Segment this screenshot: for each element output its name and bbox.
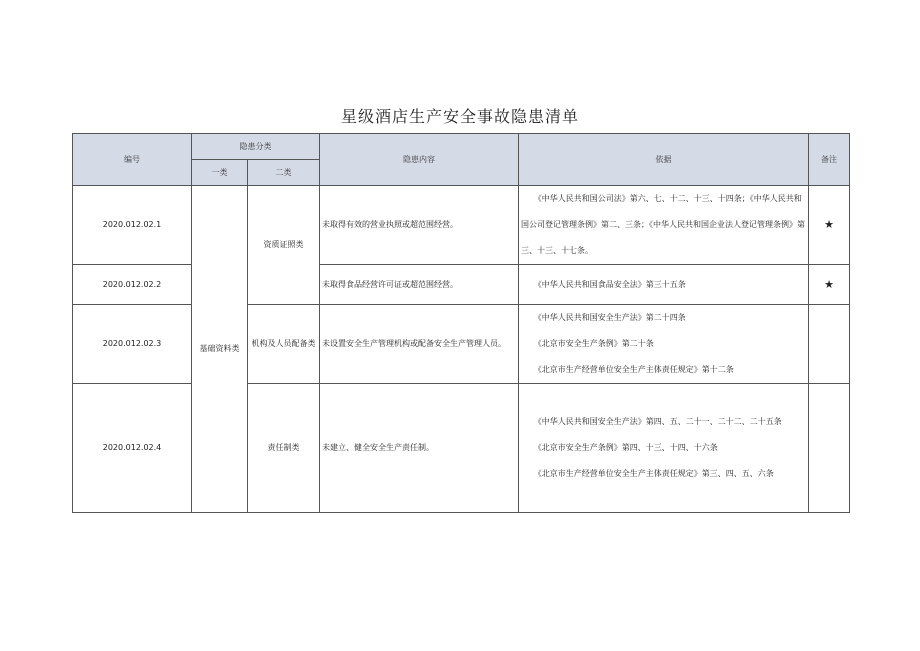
header-category-level1: 一类	[192, 160, 248, 186]
hazard-content: 未取得食品经营许可证或超范围经营。	[320, 265, 519, 305]
header-basis: 依据	[519, 134, 809, 186]
hazard-content: 未设置安全生产管理机构或配备安全生产管理人员。	[320, 305, 519, 384]
basis-cell	[519, 305, 809, 384]
hazard-table	[72, 133, 850, 513]
hazard-content: 未建立、健全安全生产责任制。	[320, 384, 519, 513]
row-number: 2020.012.02.2	[73, 265, 192, 305]
basis-text: 《北京市安全生产条例》第二十条	[533, 339, 654, 348]
basis-text: 《中华人民共和国食品安全法》第三十五条	[533, 279, 686, 289]
basis-text: 《中华人民共和国安全生产法》第四、五、二十一、二十二、二十五条	[533, 417, 782, 426]
remark-star: ★	[809, 186, 850, 265]
basis-cell	[519, 265, 809, 305]
basis-text: 《北京市安全生产条例》第四、十三、十四、十六条	[533, 443, 718, 452]
row-number: 2020.012.02.3	[73, 305, 192, 384]
table-row	[73, 305, 850, 384]
row-number: 2020.012.02.1	[73, 186, 192, 265]
category-level2-cell	[248, 186, 320, 305]
basis-text: 《中华人民共和国安全生产法》第二十四条	[533, 313, 686, 322]
header-category: 隐患分类	[192, 134, 320, 160]
table-row	[73, 265, 850, 305]
hazard-content: 未取得有效的营业执照或超范围经营。	[320, 186, 519, 265]
table-row	[73, 384, 850, 513]
basis-cell	[519, 384, 809, 513]
category-level2-value: 责任制类	[267, 443, 300, 452]
remark-empty	[809, 305, 850, 384]
header-number: 编号	[73, 134, 192, 186]
header-content: 隐患内容	[320, 134, 519, 186]
basis-text: 《北京市生产经营单位安全生产主体责任规定》第三、四、五、六条	[533, 469, 774, 478]
category-level2-cell	[248, 384, 320, 513]
header-category-level2: 二类	[248, 160, 320, 186]
page-title: 星级酒店生产安全事故隐患清单	[340, 107, 579, 126]
basis-cell	[519, 186, 809, 265]
category-level2-value: 资质证照类	[263, 240, 304, 249]
category-level1-cell	[192, 186, 248, 513]
table-row	[73, 186, 850, 265]
basis-text: 《北京市生产经营单位安全生产主体责任规定》第十二条	[533, 365, 734, 374]
row-number: 2020.012.02.4	[73, 384, 192, 513]
remark-star: ★	[809, 265, 850, 305]
category-level2-cell	[248, 305, 320, 384]
header-remark: 备注	[809, 134, 850, 186]
category-level1-value: 基础资料类	[199, 344, 240, 353]
remark-empty	[809, 384, 850, 513]
category-level2-value: 机构及人员配备类	[251, 339, 316, 348]
basis-text: 《中华人民共和国公司法》第六、七、十二、十三、十四条；《中华人民共和国公司登记管理条例》第二、三条；《中华人民共和国企业法人登记管理条例》第三、十三、十七条。	[521, 194, 805, 255]
